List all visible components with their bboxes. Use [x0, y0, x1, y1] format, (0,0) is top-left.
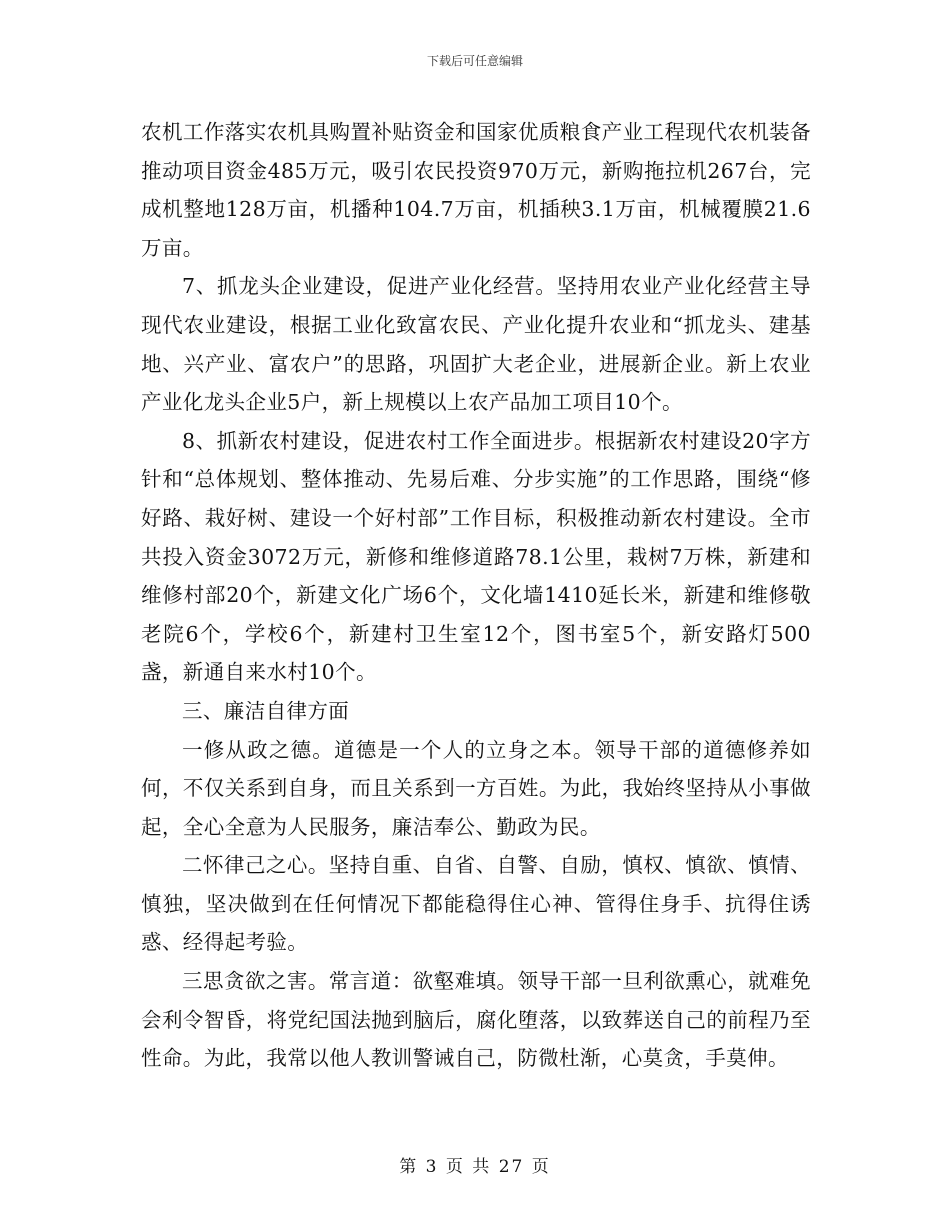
paragraph-2: 7、抓龙头企业建设，促进产业化经营。坚持用农业产业化经营主导现代农业建设，根据工业化致富农民、产业化提升农业和“抓龙头、建基地、兴产业、富农户”的思路，巩固扩大老企业，进展新企业。新上农业产业化龙头企业5户，新上规模以上农产品加工项目10个。: [141, 274, 811, 415]
page-footer: 第 3 页 共 27 页: [399, 1157, 551, 1177]
paragraph-1: 农机工作落实农机具购置补贴资金和国家优质粮食产业工程现代农机装备推动项目资金485万元，吸引农民投资970万元，新购拖拉机267台，完成机整地128万亩，机播种104.7万亩，机插秧3.1万亩，机械覆膜21.6万亩。: [141, 120, 811, 260]
paragraph-5: 二怀律己之心。坚持自重、自省、自警、自励，慎权、慎欲、慎情、慎独，坚决做到在任何情况下都能稳得住心神、管得住身手、抗得住诱惑、经得起考验。: [141, 853, 811, 955]
paragraph-4: 一修从政之德。道德是一个人的立身之本。领导干部的道德修养如何，不仅关系到自身，而且关系到一方百姓。为此，我始终坚持从小事做起，全心全意为人民服务，廉洁奉公、勤政为民。: [141, 737, 811, 839]
section-heading: 三、廉洁自律方面: [182, 698, 350, 723]
paragraph-6: 三思贪欲之害。常言道：欲壑难填。领导干部一旦利欲熏心，就难免会利令智昏，将党纪国法抛到脑后，腐化堕落，以致葬送自己的前程乃至性命。为此，我常以他人教训警诫自己，防微杜渐，心莫贪，手莫伸。: [141, 969, 811, 1071]
page-header: 下载后可任意编辑: [426, 54, 523, 68]
paragraph-3: 8、抓新农村建设，促进农村工作全面进步。根据新农村建设20字方针和“总体规划、整体推动、先易后难、分步实施”的工作思路，围绕“修好路、栽好树、建设一个好村部”工作目标，积极推动新农村建设。全市共投入资金3072万元，新修和维修道路78.1公里，栽树7万株，新建和维修村部20个，新建文化广场6个，文化墙1410延长米，新建和维修敬老院6个，学校6个，新建村卫生室12个，图书室5个，新安路灯500盏，新通自来水村10个。: [141, 428, 811, 685]
body-text: [141, 113, 811, 1078]
